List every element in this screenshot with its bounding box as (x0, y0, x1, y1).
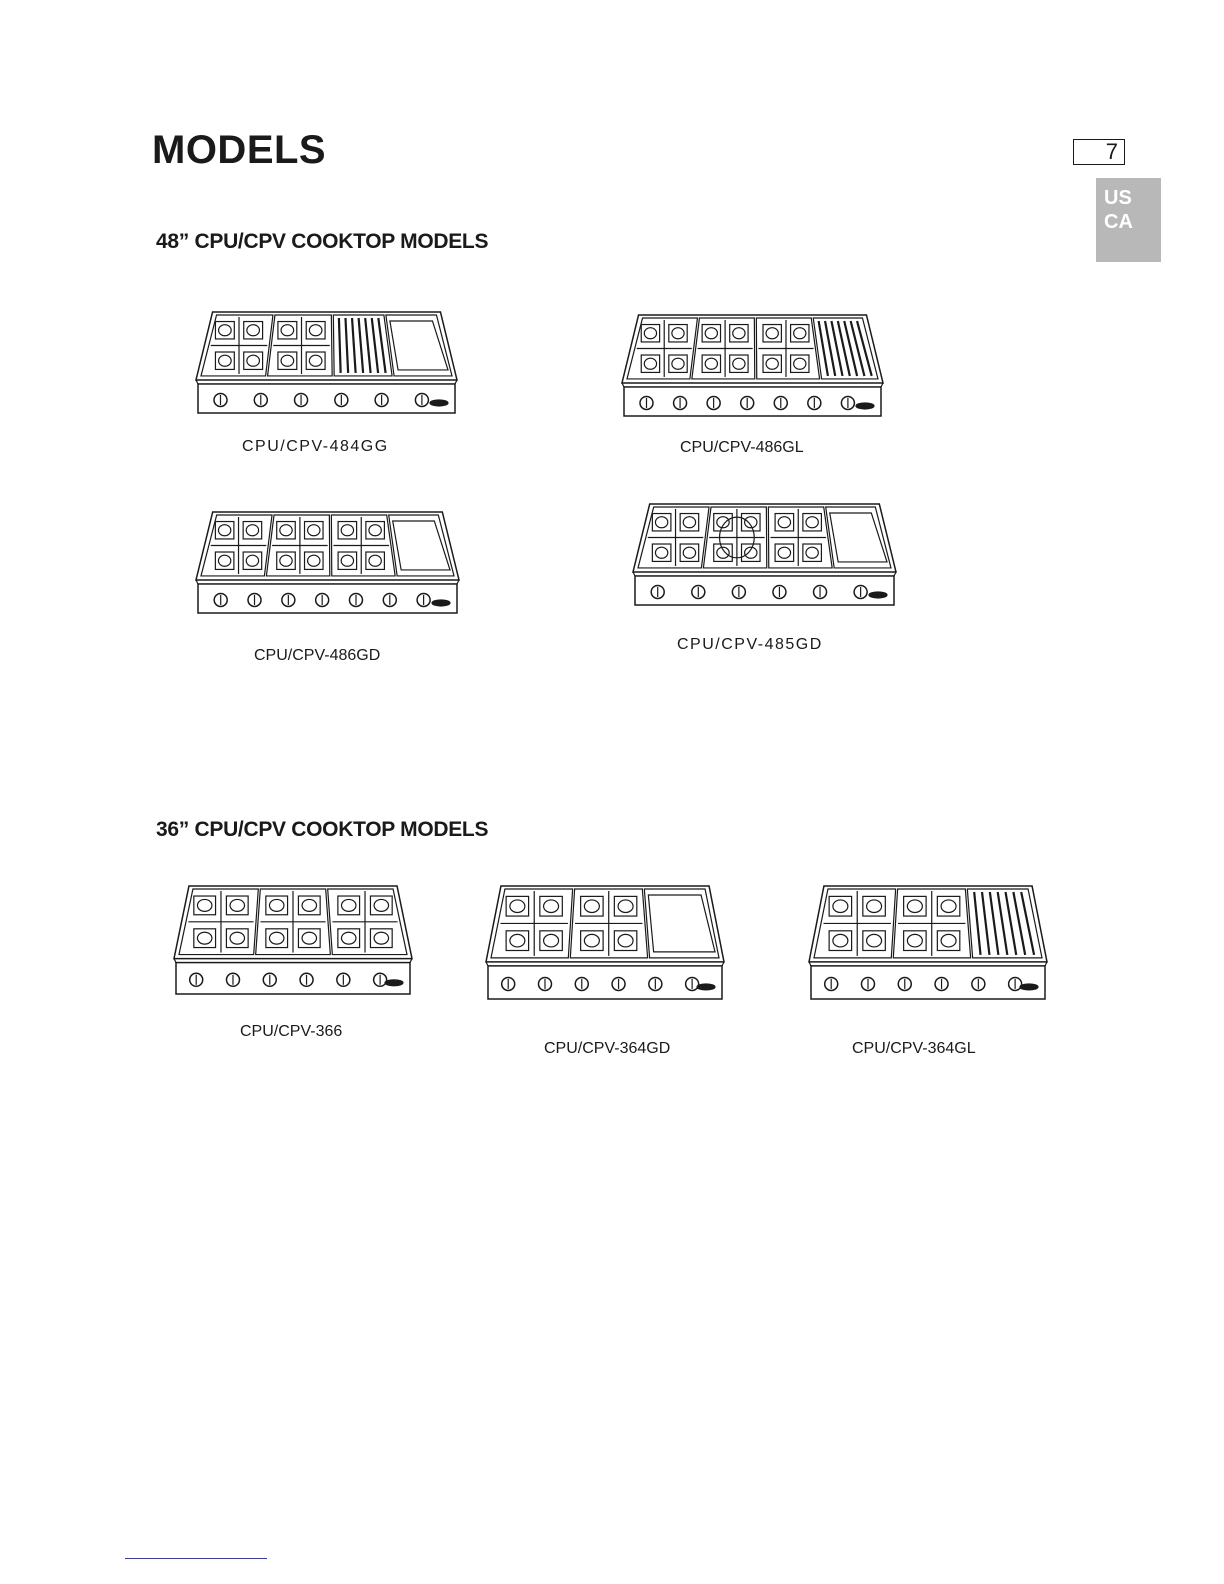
burner-grate (692, 318, 755, 379)
page-number: 7 (1073, 139, 1125, 165)
model-caption-486gd: CPU/CPV-486GD (254, 647, 381, 664)
griddle-section (386, 315, 452, 376)
control-panel (198, 384, 455, 413)
region-ca: CA (1104, 211, 1133, 233)
model-caption-484gg: CPU/CPV-484GG (242, 438, 389, 455)
model-caption-486gl: CPU/CPV-486GL (680, 439, 804, 456)
section-title-36: 36” CPU/CPV COOKTOP MODELS (156, 818, 489, 841)
brand-badge (385, 980, 403, 986)
burner-grate (814, 889, 896, 958)
brand-badge (856, 403, 874, 409)
grill-section (813, 318, 878, 379)
cooktop-drawing (631, 502, 898, 608)
griddle-section (644, 889, 719, 958)
brand-badge (430, 400, 448, 406)
burner-grate (256, 889, 331, 955)
cooktop-illustration-484gg (194, 310, 459, 416)
burner-grate (331, 515, 395, 576)
burner-grate (201, 315, 273, 376)
model-caption-364gd: CPU/CPV-364GD (544, 1040, 671, 1057)
burner-grate (570, 889, 647, 958)
region-tab (1096, 178, 1161, 262)
burner-grate (201, 515, 272, 576)
cooktop-drawing (194, 310, 459, 416)
cooktop-drawing (172, 884, 414, 997)
burner-grate (768, 507, 832, 568)
griddle-section (389, 515, 454, 576)
control-panel (624, 387, 881, 416)
cooktop-illustration-366 (172, 884, 414, 997)
cooktop-drawing (807, 884, 1049, 1002)
cooktop-illustration-485gd (631, 502, 898, 608)
page-title: MODELS (152, 128, 327, 172)
burner-grate (266, 515, 329, 576)
brand-badge (1020, 984, 1038, 990)
burner-grate (756, 318, 819, 379)
control-panel (198, 584, 457, 613)
brand-badge (697, 984, 715, 990)
burner-grate (179, 889, 258, 955)
cooktop-illustration-364gl (807, 884, 1049, 1002)
control-panel (488, 966, 722, 999)
burner-grate (491, 889, 573, 958)
cooktop-drawing (194, 510, 461, 616)
footer-rule (125, 1558, 267, 1559)
brand-badge (432, 600, 450, 606)
control-panel (811, 966, 1045, 999)
burner-grate (328, 889, 407, 955)
cooktop-illustration-486gd (194, 510, 461, 616)
model-caption-485gd: CPU/CPV-485GD (677, 636, 823, 653)
section-title-48: 48” CPU/CPV COOKTOP MODELS (156, 230, 489, 253)
cooktop-drawing (484, 884, 726, 1002)
griddle-section (826, 507, 891, 568)
burner-grate (268, 315, 333, 376)
model-caption-366: CPU/CPV-366 (240, 1023, 343, 1040)
cooktop-illustration-364gd (484, 884, 726, 1002)
cooktop-drawing (620, 313, 885, 419)
control-panel (176, 963, 410, 994)
burner-grate (638, 507, 709, 568)
model-caption-364gl: CPU/CPV-364GL (852, 1040, 976, 1057)
control-panel (635, 576, 894, 605)
cooktop-illustration-486gl (620, 313, 885, 419)
brand-badge (869, 592, 887, 598)
region-us: US (1104, 187, 1132, 209)
grill-section (333, 315, 392, 376)
grill-section (967, 889, 1042, 958)
wok-burner (703, 507, 766, 568)
burner-grate (893, 889, 970, 958)
burner-grate (627, 318, 697, 379)
